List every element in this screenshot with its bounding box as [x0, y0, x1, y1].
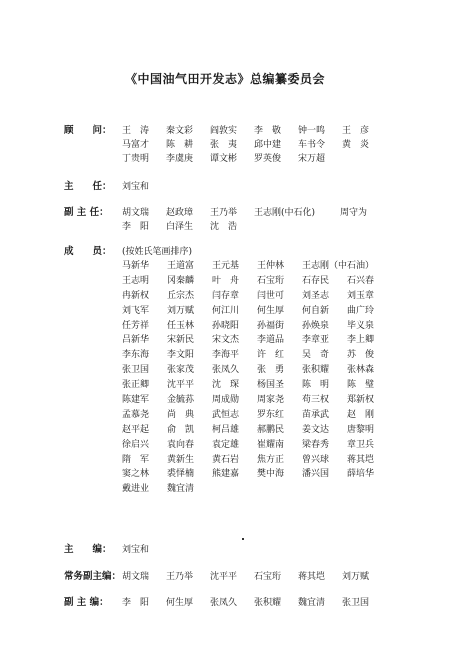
members-row [122, 304, 392, 319]
advisor-name: 车书令 [298, 140, 326, 150]
member-name: 张卫国 [122, 365, 150, 376]
member-name: 吴 奇 [302, 350, 330, 361]
members-row [122, 333, 392, 348]
member-name: 李文阳 [167, 350, 195, 361]
members-row [122, 482, 392, 497]
deputy-director-row [122, 206, 384, 220]
member-name: 陈 璧 [347, 380, 375, 391]
member-name: 苏 俊 [347, 350, 375, 361]
member-name: 赵 刚 [347, 409, 375, 420]
member-name: 刘圣志 [302, 290, 330, 301]
member-name: 周家尧 [257, 395, 285, 406]
member-name: 黄新生 [167, 454, 195, 465]
member-name: 黄石岩 [212, 454, 240, 465]
member-name: 毕义泉 [347, 320, 375, 331]
advisor-name: 丁贵明 [122, 154, 150, 164]
executive-deputy-editor-name: 石宝珩 [254, 572, 282, 582]
executive-deputy-editor-name: 王乃举 [166, 572, 194, 582]
member-name: 石兴春 [347, 275, 375, 286]
member-name: 尚 典 [167, 409, 195, 420]
deputy-director-name: 李 阳 [122, 222, 150, 232]
advisor-name: 马富才 [122, 140, 150, 150]
deputy-editor-row [122, 596, 386, 610]
member-name: 张正卿 [122, 380, 150, 391]
member-name: 孟慕尧 [122, 409, 150, 420]
member-name: 刘万赋 [167, 305, 195, 316]
advisor-name: 张 夷 [210, 140, 238, 150]
members-row [122, 408, 392, 423]
deputy-editor-name: 魏宜清 [298, 598, 326, 608]
member-name: 刘玉章 [347, 290, 375, 301]
advisor-name: 王 涛 [122, 126, 150, 136]
stray-mark [242, 538, 244, 540]
member-name: 柯吕雄 [212, 424, 240, 435]
member-name: 金毓荪 [167, 395, 195, 406]
deputy-director-name: 王志刚(中石化) [254, 208, 316, 218]
executive-deputy-editor-row [122, 570, 386, 584]
advisors-row [122, 138, 386, 152]
member-name: 章卫兵 [347, 439, 375, 450]
member-name: 武恒志 [212, 409, 240, 420]
member-name: 窦之林 [122, 469, 150, 480]
chief-editor-names [122, 543, 166, 557]
advisor-name: 李 敬 [254, 126, 282, 136]
member-name: 丘宗杰 [167, 290, 195, 301]
member-name: 周成勋 [212, 395, 240, 406]
document-title: 《中国油气田开发志》总编纂委员会 [124, 72, 325, 86]
director-names [122, 180, 166, 194]
member-name: 杨国圣 [257, 380, 285, 391]
member-name: 任玉林 [167, 320, 195, 331]
executive-deputy-editor-name: 蒋其垲 [298, 572, 326, 582]
advisor-name: 阎敦实 [210, 126, 238, 136]
member-name: 冈秦麟 [167, 275, 195, 286]
member-name: 蒋其垲 [347, 454, 375, 465]
member-name: 李海平 [212, 350, 240, 361]
advisors-label: 顾 问： [64, 125, 112, 136]
member-name: 宋文杰 [212, 335, 240, 346]
member-name: 石宝珩 [257, 275, 285, 286]
member-name: 薛培华 [347, 469, 375, 480]
deputy-director-name: 胡文瑞 [122, 208, 150, 218]
members-row [122, 348, 392, 363]
member-name: 梁春秀 [302, 439, 330, 450]
members-label: 成 员： [64, 246, 112, 257]
members-names [122, 245, 392, 497]
member-name: 苟三权 [302, 395, 330, 406]
member-name: 王志刚（中石油） [302, 261, 375, 271]
member-name: 沈 琛 [212, 380, 240, 391]
members-row [122, 438, 392, 453]
deputy-editor-name: 张积耀 [254, 598, 282, 608]
member-name: 吕新华 [122, 335, 150, 346]
member-name: 张 勇 [257, 365, 285, 376]
member-name: 石存民 [302, 275, 330, 286]
member-name: 曲广玲 [347, 305, 375, 316]
chief-editor-label: 主 编： [64, 544, 112, 555]
advisor-name: 罗英俊 [254, 154, 282, 164]
member-name: 李上卿 [347, 335, 375, 346]
advisor-name: 秦文彩 [166, 126, 194, 136]
member-name: 罗东红 [257, 409, 285, 420]
member-name: 姜文达 [302, 424, 330, 435]
advisor-name: 黄 炎 [342, 140, 370, 150]
members-row [122, 423, 392, 438]
deputy-editor-name: 张卫国 [342, 598, 370, 608]
member-name: 沈平平 [167, 380, 195, 391]
member-name: 张凤久 [212, 365, 240, 376]
member-name: 叶 舟 [212, 275, 240, 286]
executive-deputy-editor-name: 沈平平 [210, 572, 238, 582]
deputy-editor-name: 李 阳 [122, 598, 150, 608]
advisors-names [122, 124, 386, 166]
member-name: 隋 军 [122, 454, 150, 465]
member-name: 徐启兴 [122, 439, 150, 450]
advisor-name: 宋万超 [298, 154, 326, 164]
director-row [122, 180, 166, 194]
member-name: 马新华 [122, 261, 150, 271]
member-name: 张林森 [347, 365, 375, 376]
deputy-director-name: 王乃举 [210, 208, 238, 218]
members-row [122, 363, 392, 378]
deputy-editor-name: 何生厚 [166, 598, 194, 608]
member-name: 苗承武 [302, 409, 330, 420]
members-row [122, 274, 392, 289]
advisor-name: 李虞庚 [166, 154, 194, 164]
member-name: 李道品 [257, 335, 285, 346]
advisors-row [122, 124, 386, 138]
executive-deputy-editor-names [122, 570, 386, 584]
deputy-director-label: 副 主 任： [64, 207, 109, 218]
member-name: 郝鹏民 [257, 424, 285, 435]
advisor-name: 谭文彬 [210, 154, 238, 164]
deputy-director-names [122, 206, 384, 234]
member-name: 俞 凯 [167, 424, 195, 435]
deputy-editor-names [122, 596, 386, 610]
advisor-name: 邱中建 [254, 140, 282, 150]
member-name: 陈 明 [302, 380, 330, 391]
member-name: 孙焕泉 [302, 320, 330, 331]
member-name: 陈建军 [122, 395, 150, 406]
member-name: 魏宜清 [167, 484, 195, 495]
member-name: 孙福街 [257, 320, 285, 331]
members-row [122, 393, 392, 408]
member-name: 赵平起 [122, 424, 150, 435]
members-row [122, 453, 392, 468]
member-name: 宋新民 [167, 335, 195, 346]
members-row [122, 467, 392, 482]
member-name: 冉新权 [122, 290, 150, 301]
member-name: 许 红 [257, 350, 285, 361]
advisor-name: 王 彦 [342, 126, 370, 136]
member-name: 张积耀 [302, 365, 330, 376]
member-name: 熊建嘉 [212, 469, 240, 480]
advisor-name: 钟一鸣 [298, 126, 326, 136]
member-name: 郑新权 [347, 395, 375, 406]
deputy-director-row [122, 220, 384, 234]
member-name: 何江川 [212, 305, 240, 316]
members-sort-note: (按姓氏笔画排序) [122, 247, 193, 257]
member-name: 何自新 [302, 305, 330, 316]
member-name: 王元基 [212, 261, 240, 271]
member-name: 裘怿楠 [167, 469, 195, 480]
executive-deputy-editor-label: 常务副主编： [64, 571, 122, 582]
member-name: 戴进业 [122, 484, 150, 495]
member-name: 曾兴球 [302, 454, 330, 465]
members-row [122, 319, 392, 334]
member-name: 李东海 [122, 350, 150, 361]
member-name: 王仲林 [257, 261, 285, 271]
member-name: 闫存章 [212, 290, 240, 301]
member-name: 袁向春 [167, 439, 195, 450]
members-row [122, 289, 392, 304]
chief-editor-row [122, 543, 166, 557]
member-name: 潘兴国 [302, 469, 330, 480]
member-name: 何生厚 [257, 305, 285, 316]
member-name: 任芳祥 [122, 320, 150, 331]
member-name: 樊中海 [257, 469, 285, 480]
deputy-director-name: 周守为 [340, 208, 368, 218]
member-name: 李章亚 [302, 335, 330, 346]
director-name: 刘宝和 [122, 182, 150, 192]
member-name: 张家茂 [167, 365, 195, 376]
deputy-director-name: 沈 浩 [210, 222, 238, 232]
deputy-editor-label: 副 主 编： [64, 597, 109, 608]
advisors-row [122, 152, 386, 166]
members-row [122, 378, 392, 393]
director-label: 主 任： [64, 181, 112, 192]
member-name: 袁定雄 [212, 439, 240, 450]
member-name: 闫世可 [257, 290, 285, 301]
member-name: 唐黎明 [347, 424, 375, 435]
deputy-editor-name: 张凤久 [210, 598, 238, 608]
executive-deputy-editor-name: 刘万赋 [342, 572, 370, 582]
member-name: 孙晓阳 [212, 320, 240, 331]
member-name: 刘飞军 [122, 305, 150, 316]
member-name: 崔耀南 [257, 439, 285, 450]
deputy-director-name: 赵政璋 [166, 208, 194, 218]
member-name: 王志明 [122, 275, 150, 286]
advisor-name: 陈 耕 [166, 140, 194, 150]
executive-deputy-editor-name: 胡文瑞 [122, 572, 150, 582]
chief-editor-name: 刘宝和 [122, 545, 150, 555]
deputy-director-name: 白泽生 [166, 222, 194, 232]
member-name: 焦方正 [257, 454, 285, 465]
member-name: 王道富 [167, 261, 195, 271]
members-row [122, 259, 392, 274]
